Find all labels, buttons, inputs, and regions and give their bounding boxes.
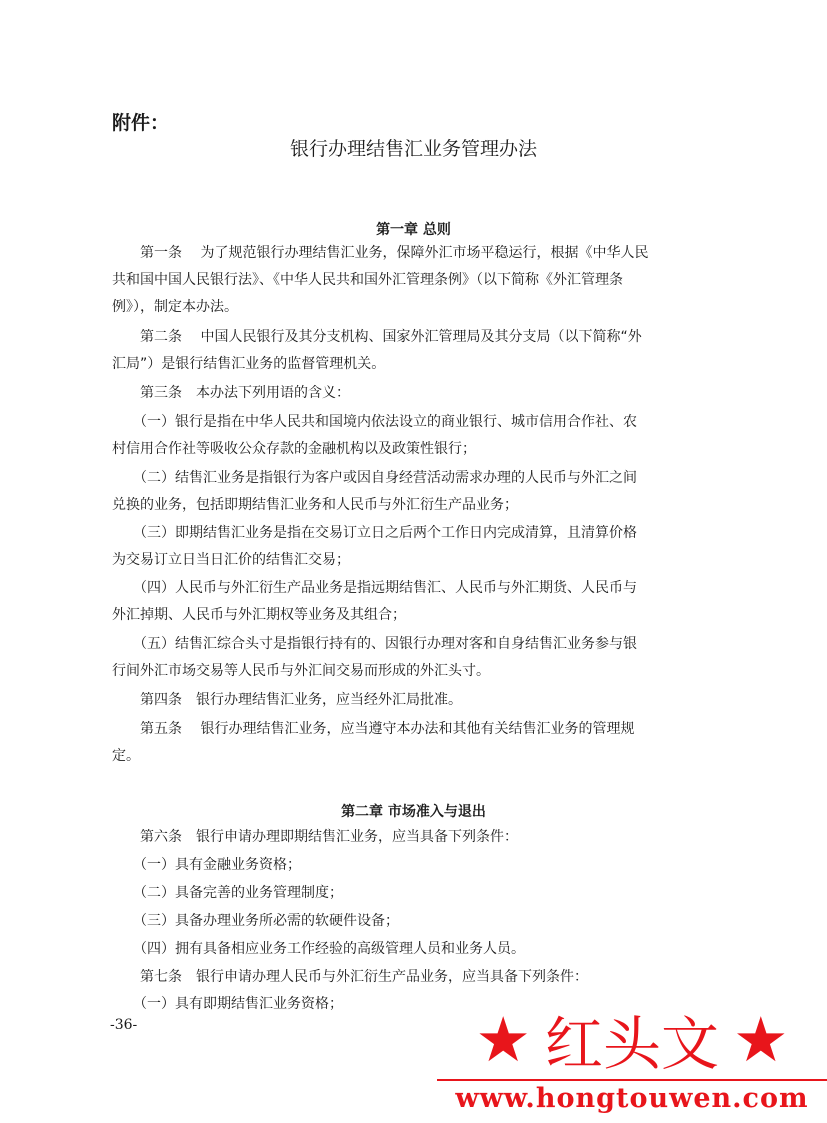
text-line: （四）拥有具备相应业务工作经验的高级管理人员和业务人员。 bbox=[112, 941, 525, 957]
text-line: 第四条 银行办理结售汇业务，应当经外汇局批准。 bbox=[112, 692, 462, 708]
document-title: 银行办理结售汇业务管理办法 bbox=[289, 138, 537, 160]
watermark-banner bbox=[437, 1000, 827, 1123]
text-line: （三）即期结售汇业务是指在交易订立日之后两个工作日内完成清算，且清算价格 bbox=[112, 525, 637, 541]
star-icon: ★ bbox=[733, 1002, 789, 1076]
text-line: （一）具有金融业务资格； bbox=[112, 857, 301, 873]
page-number: -36- bbox=[110, 1017, 138, 1033]
text-line: 兑换的业务，包括即期结售汇业务和人民币与外汇衍生产品业务； bbox=[112, 497, 518, 513]
text-line: 定。 bbox=[112, 748, 140, 764]
text-line: 行间外汇市场交易等人民币与外汇间交易而形成的外汇头寸。 bbox=[112, 663, 490, 679]
watermark-text: 红头文 bbox=[544, 1010, 719, 1078]
text-line: （一）银行是指在中华人民共和国境内依法设立的商业银行、城市信用合作社、农 bbox=[112, 414, 637, 430]
text-line: 例》），制定本办法。 bbox=[112, 299, 238, 315]
text-line: 共和国中国人民银行法》、《中华人民共和国外汇管理条例》（以下简称《外汇管理条 bbox=[112, 272, 623, 288]
text-line: （四）人民币与外汇衍生产品业务是指远期结售汇、人民币与外汇期货、人民币与 bbox=[112, 580, 637, 596]
text-line: （二）结售汇业务是指银行为客户或因自身经营活动需求办理的人民币与外汇之间 bbox=[112, 470, 637, 486]
text-line: （五）结售汇综合头寸是指银行持有的、因银行办理对客和自身结售汇业务参与银 bbox=[112, 636, 637, 652]
text-line: 汇局”）是银行结售汇业务的监督管理机关。 bbox=[112, 356, 386, 372]
star-icon: ★ bbox=[475, 1002, 531, 1076]
text-line: 村信用合作社等吸收公众存款的金融机构以及政策性银行； bbox=[112, 441, 476, 457]
text-line: 为交易订立日当日汇价的结售汇交易； bbox=[112, 552, 350, 568]
text-line: 第一条 为了规范银行办理结售汇业务，保障外汇市场平稳运行，根据《中华人民 bbox=[112, 245, 649, 261]
text-line: 外汇掉期、人民币与外汇期权等业务及其组合； bbox=[112, 607, 406, 623]
chapter-2-heading: 第二章 市场准入与退出 bbox=[341, 804, 486, 820]
watermark-divider bbox=[437, 1079, 827, 1081]
text-line: （一）具有即期结售汇业务资格； bbox=[112, 996, 343, 1012]
text-line: 第三条 本办法下列用语的含义： bbox=[112, 385, 350, 401]
chapter-1-heading: 第一章 总则 bbox=[376, 222, 451, 238]
text-line: （二）具备完善的业务管理制度； bbox=[112, 885, 343, 901]
text-line: 第七条 银行申请办理人民币与外汇衍生产品业务，应当具备下列条件： bbox=[112, 969, 588, 985]
watermark-title bbox=[437, 1000, 827, 1078]
watermark-url: www.hongtouwen.com bbox=[455, 1083, 809, 1114]
text-line: 第五条 银行办理结售汇业务，应当遵守本办法和其他有关结售汇业务的管理规 bbox=[112, 721, 635, 737]
annex-label: 附件： bbox=[112, 112, 170, 134]
text-line: 第二条 中国人民银行及其分支机构、国家外汇管理局及其分支局（以下简称“外 bbox=[112, 329, 642, 345]
text-line: （三）具备办理业务所必需的软硬件设备； bbox=[112, 913, 399, 929]
text-line: 第六条 银行申请办理即期结售汇业务，应当具备下列条件： bbox=[112, 829, 518, 845]
